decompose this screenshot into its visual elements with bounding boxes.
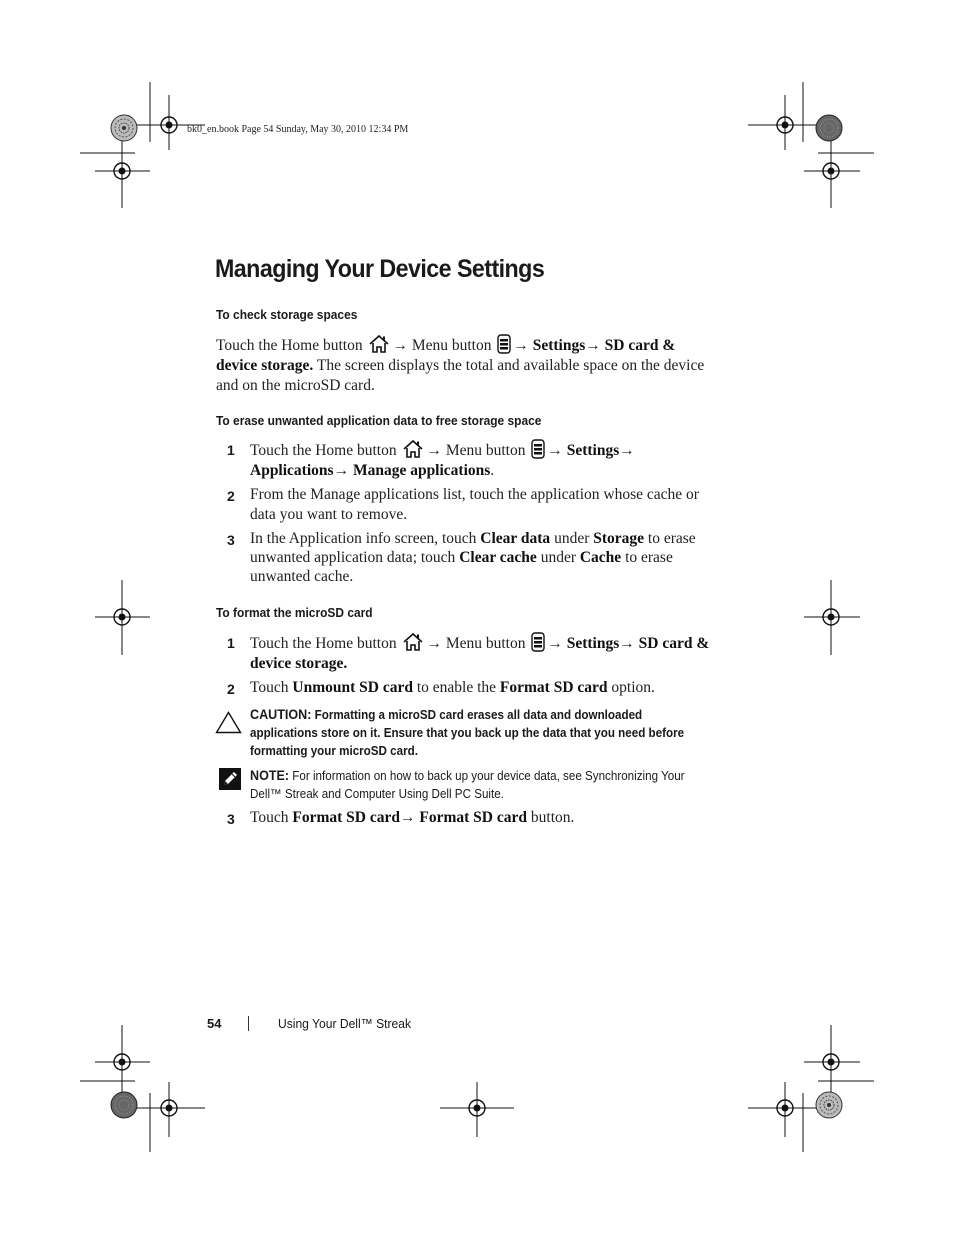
section-heading-check-storage: To check storage spaces bbox=[216, 307, 358, 322]
step-number: 1 bbox=[227, 442, 235, 458]
arrow: → bbox=[400, 809, 416, 826]
unmount-label: Unmount SD card bbox=[292, 679, 413, 696]
text: Menu button bbox=[407, 337, 492, 354]
footer-divider bbox=[248, 1016, 249, 1031]
home-icon bbox=[402, 632, 424, 652]
text: to enable the bbox=[412, 679, 500, 696]
note-text: For information on how to back up your device data, see Synchronizing Your Dell™ Streak and Computer Using Dell PC Suite. bbox=[250, 769, 685, 801]
section-heading-format-card: To format the microSD card bbox=[216, 605, 373, 620]
text: to erase unwanted application data; touch bbox=[250, 530, 696, 566]
step-number: 2 bbox=[227, 681, 235, 697]
arrow: → bbox=[333, 462, 350, 479]
applications-label: Applications bbox=[250, 462, 334, 479]
settings-label: Settings bbox=[532, 337, 586, 354]
arrow: → bbox=[513, 337, 529, 354]
text: button. bbox=[527, 809, 575, 826]
section-heading-erase-data: To erase unwanted application data to free storage space bbox=[216, 413, 542, 428]
text: In the Application info screen, touch bbox=[250, 530, 481, 547]
step-number: 2 bbox=[227, 488, 235, 504]
clear-data-label: Clear data bbox=[480, 530, 551, 547]
sd-card-label: SD card & device storage. bbox=[216, 337, 676, 374]
settings-label: Settings bbox=[566, 442, 620, 459]
format-label: Format SD card bbox=[419, 809, 528, 826]
settings-label: Settings bbox=[566, 635, 620, 652]
step-erase-1 bbox=[250, 439, 720, 481]
text: under bbox=[550, 530, 594, 547]
text: option. bbox=[607, 679, 655, 696]
storage-label: Storage bbox=[593, 530, 645, 547]
note-label: NOTE: bbox=[250, 768, 290, 783]
arrow: → bbox=[585, 337, 601, 354]
home-icon bbox=[368, 334, 390, 354]
text: Menu button bbox=[441, 442, 526, 459]
clear-cache-label: Clear cache bbox=[459, 549, 537, 566]
text: Menu button bbox=[441, 635, 526, 652]
text: under bbox=[536, 549, 580, 566]
note-block bbox=[250, 767, 710, 803]
step-erase-3 bbox=[250, 529, 720, 586]
menu-icon bbox=[497, 334, 511, 354]
arrow: → bbox=[547, 442, 563, 459]
menu-icon bbox=[531, 632, 545, 652]
arrow: → bbox=[392, 337, 408, 354]
format-label: Format SD card bbox=[292, 809, 401, 826]
home-icon bbox=[402, 439, 424, 459]
text: . bbox=[490, 462, 495, 479]
step-erase-2: From the Manage applications list, touch the application whose cache or data you want to remove. bbox=[250, 486, 699, 523]
text: Touch the Home button bbox=[250, 442, 397, 459]
manage-applications-label: Manage applications bbox=[352, 462, 491, 479]
step-number: 1 bbox=[227, 635, 235, 651]
page-title: Managing Your Device Settings bbox=[215, 255, 545, 283]
note-icon bbox=[219, 768, 241, 790]
arrow: → bbox=[426, 635, 442, 652]
text: to erase unwanted cache. bbox=[250, 549, 673, 585]
book-header-line: bk0_en.book Page 54 Sunday, May 30, 2010 12:34 PM bbox=[187, 124, 409, 135]
caution-icon bbox=[215, 711, 242, 734]
text: Touch the Home button bbox=[250, 635, 397, 652]
text: The screen displays the total and available space on the device and on the microSD card. bbox=[216, 357, 705, 394]
caution-block bbox=[250, 706, 710, 760]
format-label: Format SD card bbox=[499, 679, 608, 696]
text: Touch bbox=[250, 809, 293, 826]
step-number: 3 bbox=[227, 811, 235, 827]
step-number: 3 bbox=[227, 532, 235, 548]
arrow: → bbox=[619, 442, 635, 459]
text: Touch the Home button bbox=[216, 337, 363, 354]
footer-chapter-title: Using Your Dell™ Streak bbox=[278, 1016, 412, 1031]
arrow: → bbox=[426, 442, 442, 459]
page-number: 54 bbox=[207, 1016, 222, 1031]
step-format-3 bbox=[250, 808, 720, 828]
caution-label: CAUTION: bbox=[250, 707, 312, 722]
arrow: → bbox=[547, 635, 563, 652]
paragraph-check-storage bbox=[216, 334, 716, 396]
text: Touch bbox=[250, 679, 293, 696]
step-format-2 bbox=[250, 678, 720, 698]
menu-icon bbox=[531, 439, 545, 459]
step-format-1 bbox=[250, 632, 720, 674]
cache-label: Cache bbox=[579, 549, 622, 566]
arrow: → bbox=[619, 635, 635, 652]
sd-card-label: SD card & device storage. bbox=[250, 635, 710, 672]
caution-text: Formatting a microSD card erases all data and downloaded applications store on it. Ensure that you back up the data that you need before formatting your microSD card. bbox=[250, 708, 685, 758]
